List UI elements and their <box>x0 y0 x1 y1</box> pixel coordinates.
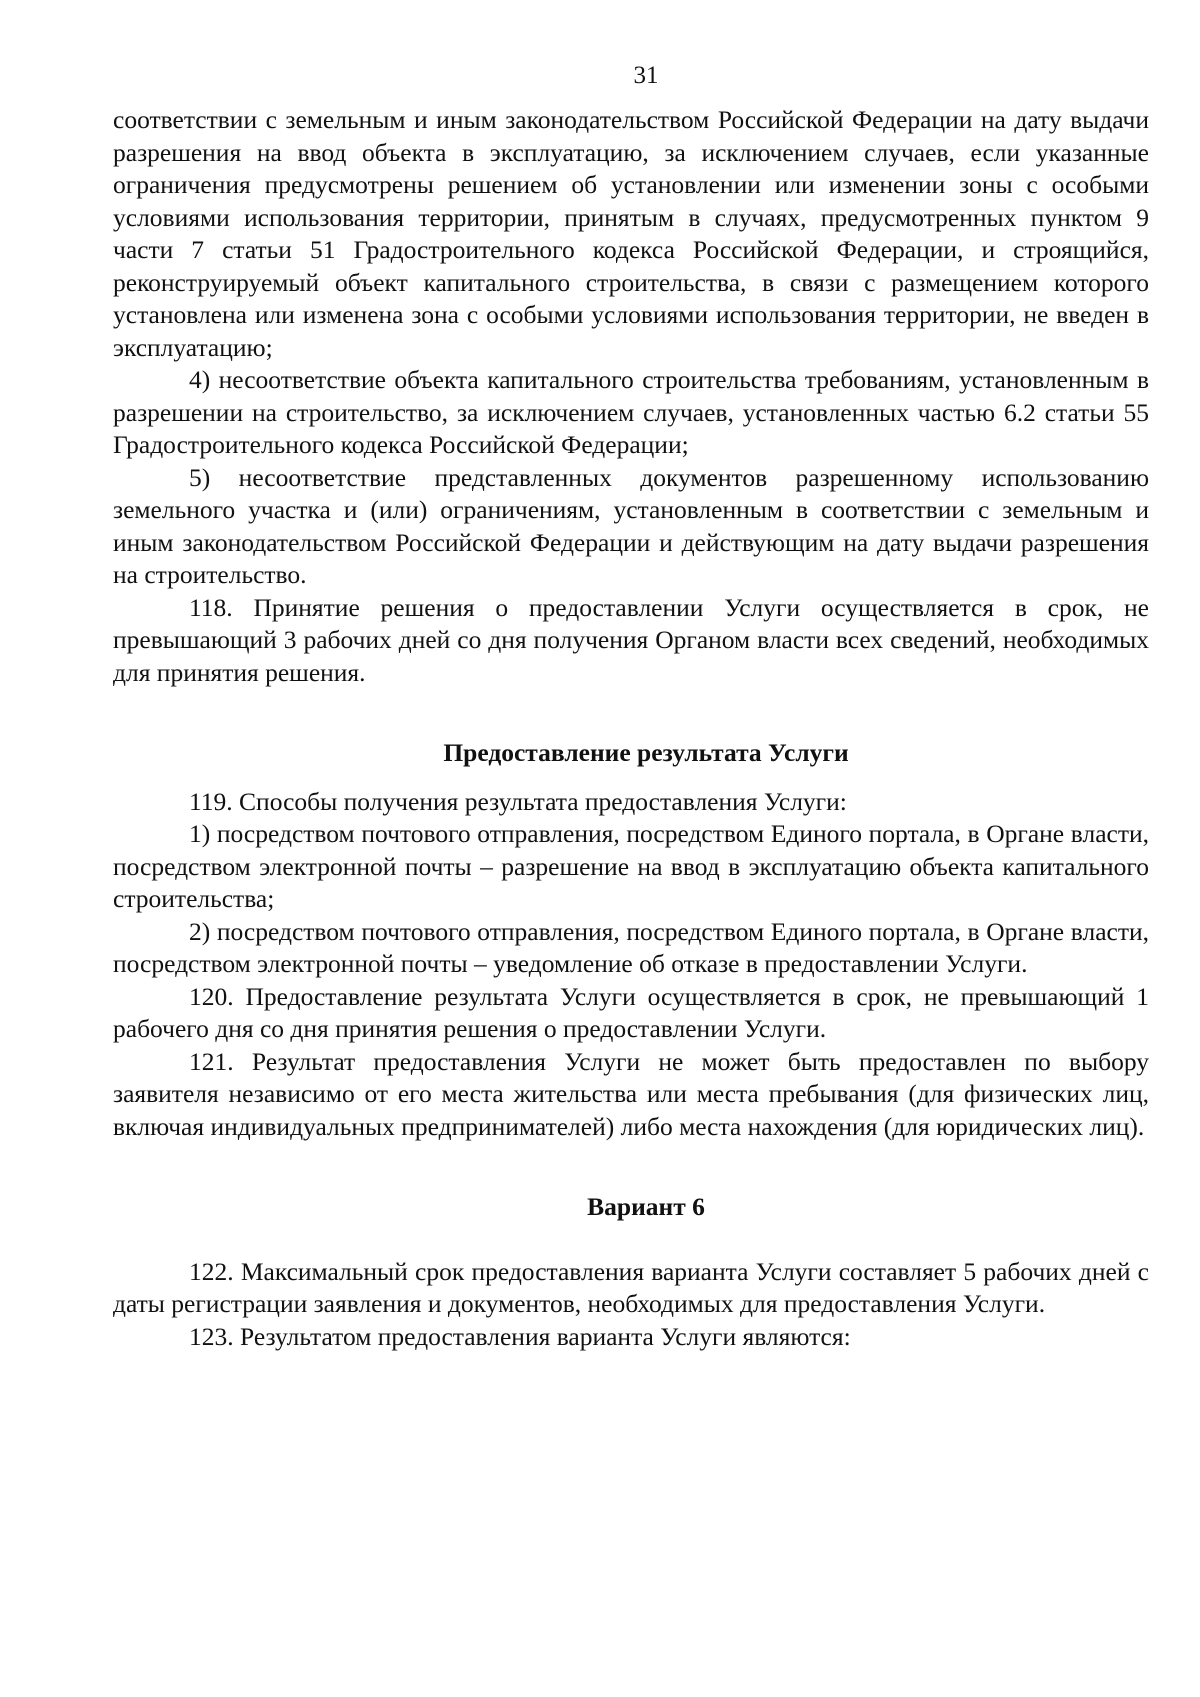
spacer <box>113 689 1149 737</box>
spacer <box>113 1224 1149 1256</box>
document-page <box>113 60 1149 1353</box>
paragraph-118: 118. Принятие решения о предоставлении Услуги осуществляется в срок, не превышающий 3 рабочих дней со дня получения Органом власти всех сведений, необходимых для принятия решения. <box>113 592 1149 687</box>
spacer <box>113 770 1149 786</box>
section-heading-variant-6: Вариант 6 <box>587 1192 705 1221</box>
paragraph-119: 119. Способы получения результата предоставления Услуги: <box>189 786 847 816</box>
paragraph-123: 123. Результатом предоставления варианта Услуги являются: <box>189 1321 851 1351</box>
section-heading-result: Предоставление результата Услуги <box>443 738 849 767</box>
paragraph-121: 121. Результат предоставления Услуги не может быть предоставлен по выбору заявителя независимо от его места жительства или места пребывания (для физических лиц, включая индивидуальных предпринимателей) либо места нахождения (для юридических лиц). <box>113 1046 1149 1141</box>
paragraph-item-5: 5) несоответствие представленных документов разрешенному использованию земельного участка и (или) ограничениям, установленным в соответствии с земельным и иным законодательством Российской Федерации и действующим на дату выдачи разрешения на строительство. <box>113 462 1149 589</box>
paragraph-122: 122. Максимальный срок предоставления варианта Услуги составляет 5 рабочих дней с даты регистрации заявления и документов, необходимых для предоставления Услуги. <box>113 1256 1149 1318</box>
paragraph-119-item-1: 1) посредством почтового отправления, посредством Единого портала, в Органе власти, посредством электронной почты – разрешение на ввод в эксплуатацию объекта капитального строительства; <box>113 819 1149 913</box>
paragraph-119-item-2: 2) посредством почтового отправления, посредством Единого портала, в Органе власти, посредством электронной почты – уведомление об отказе в предоставлении Услуги. <box>113 916 1149 978</box>
paragraph-120: 120. Предоставление результата Услуги осуществляется в срок, не превышающий 1 рабочего дня со дня принятия решения о предоставлении Услуги. <box>113 981 1149 1043</box>
spacer <box>113 1143 1149 1191</box>
paragraph-continuation: соответствии с земельным и иным законодательством Российской Федерации на дату выдачи разрешения на ввод объекта в эксплуатацию, за исключением случаев, если указанные ограничения предусмотрены решением об установлении или изменении зоны с особыми условиями использования территории, принятым в случаях, предусмотренных пунктом 9 части 7 статьи 51 Градостроительного кодекса Российской Федерации, и строящийся, реконструируемый объект капитального строительства, в связи с размещением которого установлена или изменена зона с особыми условиями использования территории, не введен в эксплуатацию; <box>113 105 1149 362</box>
page-number: 31 <box>633 62 659 89</box>
paragraph-item-4: 4) несоответствие объекта капитального строительства требованиям, установленным в разрешении на строительство, за исключением случаев, установленных частью 6.2 статьи 55 Градостроительного кодекса Российской Федерации; <box>113 365 1149 459</box>
